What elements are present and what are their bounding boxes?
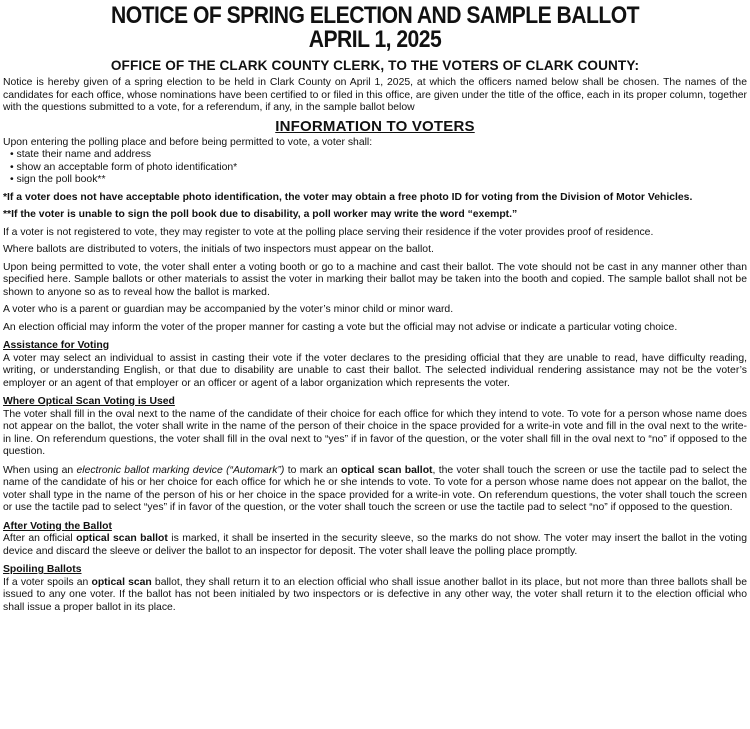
requirement-item: • sign the poll book** xyxy=(10,174,747,187)
automark-text-3: , the voter shall touch the screen or use the tactile pad to select the name of the candidate of his or her choice for each office for which he or she intends to vote. To vote for a person whose name does not appear on the ballot, the voter shall type in the name of the person of his or her choice in the space provided for a write-in vote. On referendum questions, the voter shall touch the screen or use the tactile pad to select “yes” if in favor of the question, or the voter shall touch the screen or use the tactile pad to select “no” if opposed to the question. xyxy=(3,464,747,513)
automark-paragraph xyxy=(3,465,747,515)
after-voting-text-2: is marked, it shall be inserted in the security sleeve, so the marks do not show. The voter may insert the ballot in the voting device and discard the sleeve or deliver the ballot to an inspector for deposit. The voter shall leave the polling place promptly. xyxy=(3,533,747,557)
after-voting-text-1: After an official xyxy=(3,533,77,544)
polling-place-lead: Upon entering the polling place and before being permitted to vote, a voter shall: xyxy=(3,136,373,148)
after-voting-ballot-term: optical scan ballot xyxy=(76,533,168,544)
information-to-voters-heading: INFORMATION TO VOTERS xyxy=(275,117,475,135)
initials-paragraph: Where ballots are distributed to voters, the initials of two inspectors must appear on the ballot. xyxy=(3,244,434,255)
after-voting-body xyxy=(3,533,747,558)
automark-text-1: When using an xyxy=(3,464,77,476)
requirement-item: • show an acceptable form of photo identification* xyxy=(10,162,747,175)
photo-id-note: *If a voter does not have acceptable photo identification, the voter may obtain a free photo ID for voting from the Division of Motor Vehicles. xyxy=(3,191,693,203)
registration-paragraph: If a voter is not registered to vote, they may register to vote at the polling place serving their residence if the voter provides proof of residence. xyxy=(3,226,654,238)
minor-child-paragraph: A voter who is a parent or guardian may be accompanied by the voter’s minor child or minor ward. xyxy=(3,304,454,315)
after-voting-section xyxy=(3,521,747,559)
spoiling-ballots-section xyxy=(3,564,747,614)
optical-scan-heading: Where Optical Scan Voting is Used xyxy=(3,396,175,407)
election-official-paragraph: An election official may inform the voter of the proper manner for casting a vote but the official may not advise or indicate a particular voting choice. xyxy=(3,321,678,333)
intro-paragraph: Notice is hereby given of a spring election to be held in Clark County on April 1, 2025, at which the officers named below shall be chosen. The names of the candidates for each office, whose nominations have been certified to or filed in this office, are given under the title of the office, each in its proper column, together with the questions submitted to a vote, for a referendum, if any, in the sample ballot below xyxy=(3,77,747,113)
notice-title-line1: NOTICE OF SPRING ELECTION AND SAMPLE BALLOT xyxy=(111,2,639,29)
optical-scan-section xyxy=(3,396,747,459)
notice-title-date: APRIL 1, 2025 xyxy=(308,26,442,53)
after-voting-heading: After Voting the Ballot xyxy=(3,520,112,532)
assistance-heading: Assistance for Voting xyxy=(3,340,110,351)
optical-scan-body: The voter shall fill in the oval next to the name of the candidate of their choice for each office for which they intend to vote. To vote for a person whose name does not appear on the ballot, the voter shall write in the name of the person of their choice in the space provided for a write-in vote and fill in the oval next to the write-in line. On referendum questions, the voter shall fill in the oval next to “yes” if in favor of the question, or the voter shall fill in the oval next to “no” if opposed to the question. xyxy=(3,408,747,457)
requirement-item: • state their name and address xyxy=(10,149,747,162)
voting-booth-paragraph: Upon being permitted to vote, the voter shall enter a voting booth or go to a machine and cast their ballot. The vote should not be cast in any manner other than specified here. Sample ballots or other materials to assist the voter in marking their ballot may be taken into the booth and copied. The sample ballot shall not be shown to anyone so as to reveal how the ballot is marked. xyxy=(3,261,747,298)
assistance-section xyxy=(3,340,747,390)
spoiling-text-1: If a voter spoils an xyxy=(3,576,92,588)
polling-requirements-list xyxy=(3,149,747,187)
spoiling-ballots-heading: Spoiling Ballots xyxy=(3,564,82,575)
automark-text-2: to mark an xyxy=(284,464,341,476)
spoiling-text-2: ballot, they shall return it to an election official who shall issue another ballot in its place, but not more than three ballots shall be issued to any one voter. If the ballot has not been initialed by two inspectors or is defective in any other way, the voter shall return it to the election official who shall issue a proper ballot in its place. xyxy=(3,576,747,613)
disability-note: **If the voter is unable to sign the poll book due to disability, a poll worker may write the word “exempt.” xyxy=(3,209,518,220)
assistance-body: A voter may select an individual to assist in casting their vote if the voter declares to the presiding official that they are unable to read, have difficulty reading, writing, or understanding English, or that due to disability are unable to cast their ballot. The selected individual rendering assistance may not be the voter’s employer or an agent of that employer or an officer or agent of a labor organization which represents the voter. xyxy=(3,352,747,389)
spoiling-ballot-term: optical scan xyxy=(91,576,152,588)
automark-device-term: electronic ballot marking device (“Automark”) xyxy=(76,464,285,476)
spoiling-ballots-body xyxy=(3,577,747,615)
automark-ballot-term: optical scan ballot xyxy=(340,464,433,476)
notice-title xyxy=(48,4,703,52)
clerk-address-line: OFFICE OF THE CLARK COUNTY CLERK, TO THE VOTERS OF CLARK COUNTY: xyxy=(110,58,640,73)
